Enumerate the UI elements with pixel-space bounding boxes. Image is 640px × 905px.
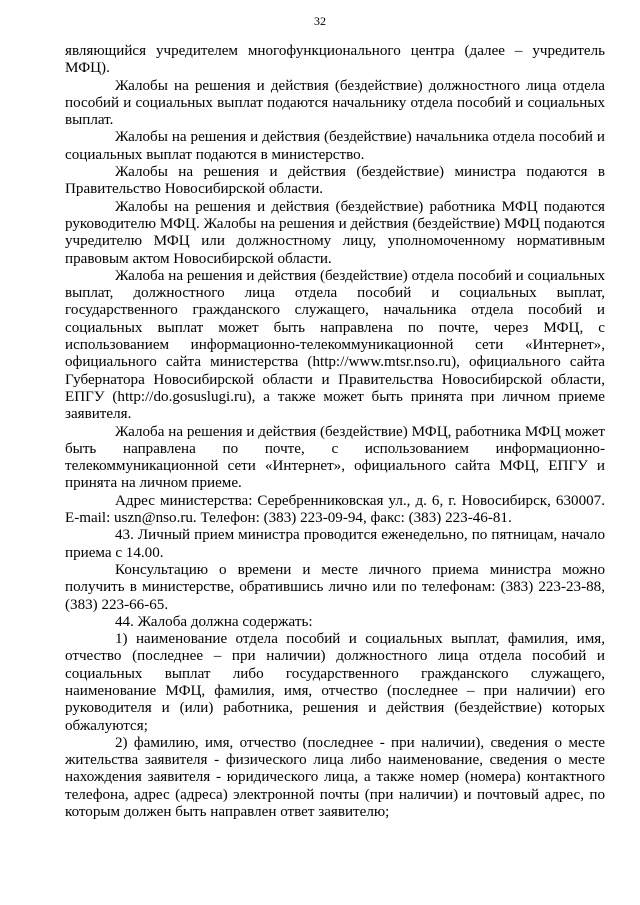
paragraph-item-44: 44. Жалоба должна содержать: (115, 613, 313, 630)
document-body (65, 43, 605, 821)
paragraph-complaint-channels: Жалоба на решения и действия (бездействие) отдела пособий и социальных выплат, должностного лица отдела пособий и социальных выплат, государственного гражданского служащего, начальника отдела пособий и социальных выплат может быть направлена по почте, через МФЦ, с использованием информационно-телекоммуникационной сети «Интернет», официального сайта министерства (http://www.mtsr.nso.ru), официального сайта Губернатора Новосибирской области и Правительства Новосибирской области, ЕПГУ (http://do.gosuslugi.ru), а также может быть принята при личном приеме заявителя. (65, 267, 605, 423)
paragraph-complaint-head: Жалобы на решения и действия (бездействие) начальника отдела пособий и социальных выплат подаются в министерство. (65, 129, 605, 163)
paragraph-continuation: являющийся учредителем многофункционального центра (далее – учредитель МФЦ). (65, 43, 605, 77)
paragraph-complaint-minister: Жалобы на решения и действия (бездействие) министра подаются в Правительство Новосибирской области. (65, 164, 605, 198)
paragraph-consultation: Консультацию о времени и месте личного приема министра можно получить в министерстве, обратившись лично или по телефонам: (383) 223-23-88, (383) 223-66-65. (65, 561, 605, 613)
paragraph-subitem-1: 1) наименование отдела пособий и социальных выплат, фамилия, имя, отчество (последнее – при наличии) должностного лица отдела пособий и социальных выплат либо государственного гражданского служащего, наименование МФЦ, фамилия, имя, отчество (последнее – при наличии) его руководителя и (или) работника, решения и действия (бездействие) которых обжалуются; (65, 631, 605, 734)
paragraph-mfc-channels: Жалоба на решения и действия (бездействие) МФЦ, работника МФЦ может быть направлена по почте, с использованием информационно-телекоммуникационной сети «Интернет», официального сайта МФЦ, ЕПГУ и принята на личном приеме. (65, 423, 605, 492)
paragraph-complaint-officer: Жалобы на решения и действия (бездействие) должностного лица отдела пособий и социальных выплат подаются начальнику отдела пособий и социальных выплат. (65, 77, 605, 129)
paragraph-subitem-2: 2) фамилию, имя, отчество (последнее - при наличии), сведения о месте жительства заявителя - физического лица либо наименование, сведения о месте нахождения заявителя - юридического лица, а также номер (номера) контактного телефона, адрес (адреса) электронной почты (при наличии) и почтовый адрес, по которым должен быть направлен ответ заявителю; (65, 734, 605, 821)
paragraph-item-43: 43. Личный прием министра проводится еженедельно, по пятницам, начало приема с 14.00. (65, 527, 605, 561)
paragraph-ministry-address: Адрес министерства: Серебренниковская ул., д. 6, г. Новосибирск, 630007. E-mail: uszn@nso.ru. Телефон: (383) 223-09-94, факс: (383) 223-46-81. (65, 492, 605, 527)
paragraph-complaint-mfc: Жалобы на решения и действия (бездействие) работника МФЦ подаются руководителю МФЦ. Жалобы на решения и действия (бездействие) МФЦ подаются учредителю МФЦ или должностному лицу, уполномоченному нормативным правовым актом Новосибирской области. (65, 198, 605, 267)
page-number: 32 (314, 14, 326, 28)
